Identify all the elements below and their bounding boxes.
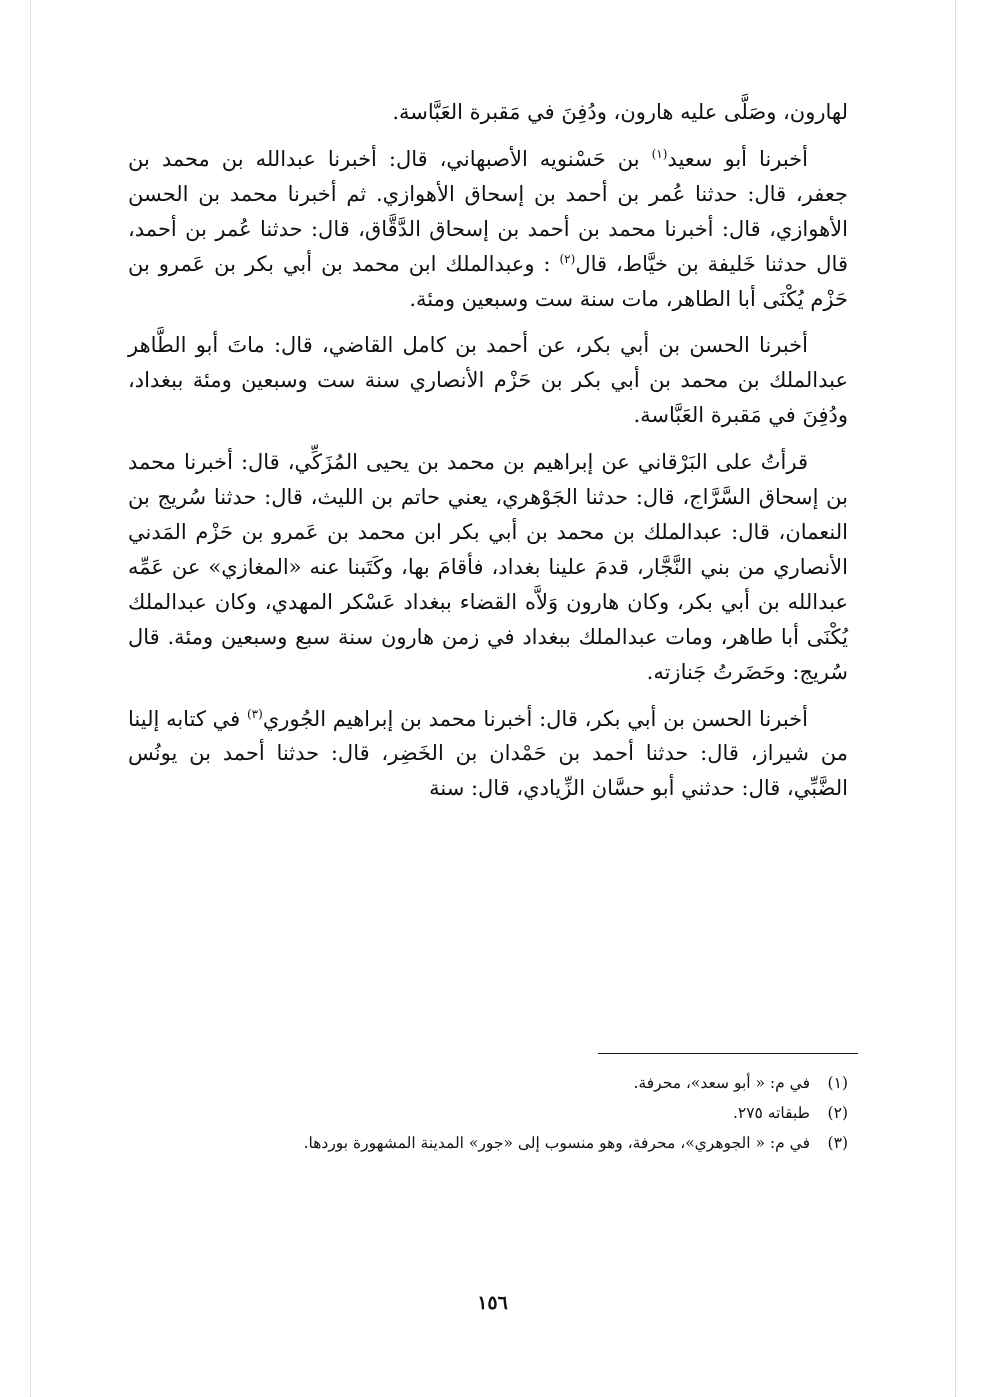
paragraph-3: أخبرنا الحسن بن أبي بكر، عن أحمد بن كامل القاضي، قال: ماتَ أبو الطَّاهر عبدالملك بن محمد بن أبي بكر بن حَزْم الأنصاري سنة ست وسبعين ومئة ببغداد، ودُفِنَ في مَقبرة العَبَّاسة.: [128, 333, 848, 428]
main-text: [128, 95, 848, 818]
paragraph-4: قرأتُ على البَرْقاني عن إبراهيم بن محمد بن يحيى المُزَكِّي، قال: أخبرنا محمد بن إسحاق السَّرَّاج، قال: حدثنا الجَوْهري، يعني حاتم بن الليث، قال: حدثنا سُريج بن النعمان، قال: عبدالملك بن محمد بن أبي بكر ابن محمد بن عَمرو بن حَزْم المَدني الأنصاري من بني النَّجَّار، قدمَ علينا بغداد، فأقامَ بها، وكَتَبنا عنه «المغازي» عن عَمِّه عبدالله بن أبي بكر، وكان هارون وَلاَّه القضاء ببغداد عَسْكر المهدي، وكان عبدالملك يُكْنَى أبا طاهر، ومات عبدالملك ببغداد في زمن هارون سنة سبع وسبعين ومئة. قال سُريج: وحَضَرتُ جَنازته.: [128, 450, 848, 684]
footnote-separator: [598, 1053, 858, 1054]
page-number: ١٥٦: [477, 1292, 508, 1314]
footnote-ref-1[interactable]: (١): [651, 146, 668, 161]
footnote-3: (٣)في م: « الجوهري»، محرفة، وهو منسوب إلى «جور» المدينة المشهورة بوردها.: [303, 1134, 848, 1152]
paragraph-2: أخبرنا أبو سعيد$^{(١)}$ بن حَسْنويه الأصبهاني، قال: أخبرنا عبدالله بن محمد بن جعفر، قال: حدثنا عُمر بن أحمد بن إسحاق الأهوازي. ثم أخبرنا محمد بن الحسن الأهوازي، قال: أخبرنا محمد بن أحمد بن إسحاق الدَّقَّاق، قال: حدثنا عُمر بن أحمد، قال حدثنا خَليفة بن خيَّاط، قال$^{(٢)}$ : وعبدالملك ابن محمد بن أبي بكر بن عَمرو بن حَزْم يُكْنَى أبا الطاهر، مات سنة ست وسبعين ومئة.: [128, 146, 848, 311]
scan-guide-line: [955, 0, 956, 1397]
footnotes: [140, 1068, 848, 1158]
paragraph-1: لهارون، وصَلَّى عليه هارون، ودُفِنَ في مَقبرة العَبَّاسة.: [392, 100, 848, 124]
footnote-ref-3[interactable]: (٣): [246, 706, 263, 721]
scan-guide-line: [30, 0, 31, 1397]
footnote-ref-2[interactable]: (٢): [559, 251, 576, 266]
footnote-2: (٢)طبقاته ٢٧٥.: [732, 1104, 848, 1122]
footnote-1: (١)في م: « أبو سعد»، محرفة.: [633, 1074, 848, 1092]
paragraph-5: أخبرنا الحسن بن أبي بكر، قال: أخبرنا محمد بن إبراهيم الجُوري$^{(٣)}$ في كتابه إلينا من شيراز، قال: حدثنا أحمد بن حَمْدان بن الخَضِر، قال: حدثنا أحمد بن يونُس الضَّبِّي، قال: حدثني أبو حسَّان الزِّيادي، قال: سنة: [128, 706, 848, 801]
